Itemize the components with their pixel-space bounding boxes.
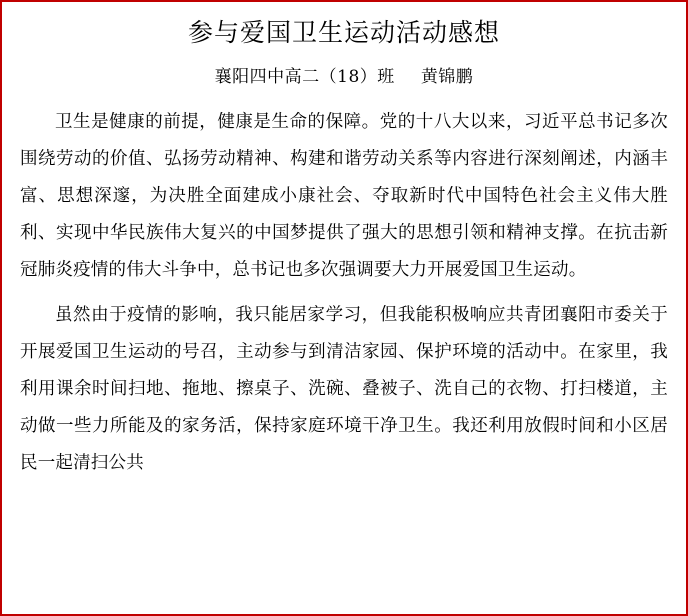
body-paragraph-1: 卫生是健康的前提，健康是生命的保障。党的十八大以来，习近平总书记多次围绕劳动的价值、弘扬劳动精神、构建和谐劳动关系等内容进行深刻阐述，内涵丰富、思想深邃，为决胜全面建成小康社会、夺取新时代中国特色社会主义伟大胜利、实现中华民族伟大复兴的中国梦提供了强大的思想引领和精神支撑。在抗击新冠肺炎疫情的伟大斗争中，总书记也多次强调要大力开展爱国卫生运动。 [20,112,668,280]
page-title: 参与爱国卫生运动活动感想 [187,18,500,47]
byline-class: 襄阳四中高二（18）班 [214,67,395,87]
byline-author: 黄锦鹏 [420,67,474,87]
byline [20,64,668,90]
body-paragraph-2: 虽然由于疫情的影响，我只能居家学习，但我能积极响应共青团襄阳市委关于开展爱国卫生运动的号召，主动参与到清洁家园、保护环境的活动中。在家里，我利用课余时间扫地、拖地、擦桌子、洗碗、叠被子、洗自己的衣物、打扫楼道，主动做一些力所能及的家务活，保持家庭环境干净卫生。我还利用放假时间和小区居民一起清扫公共 [20,305,668,473]
